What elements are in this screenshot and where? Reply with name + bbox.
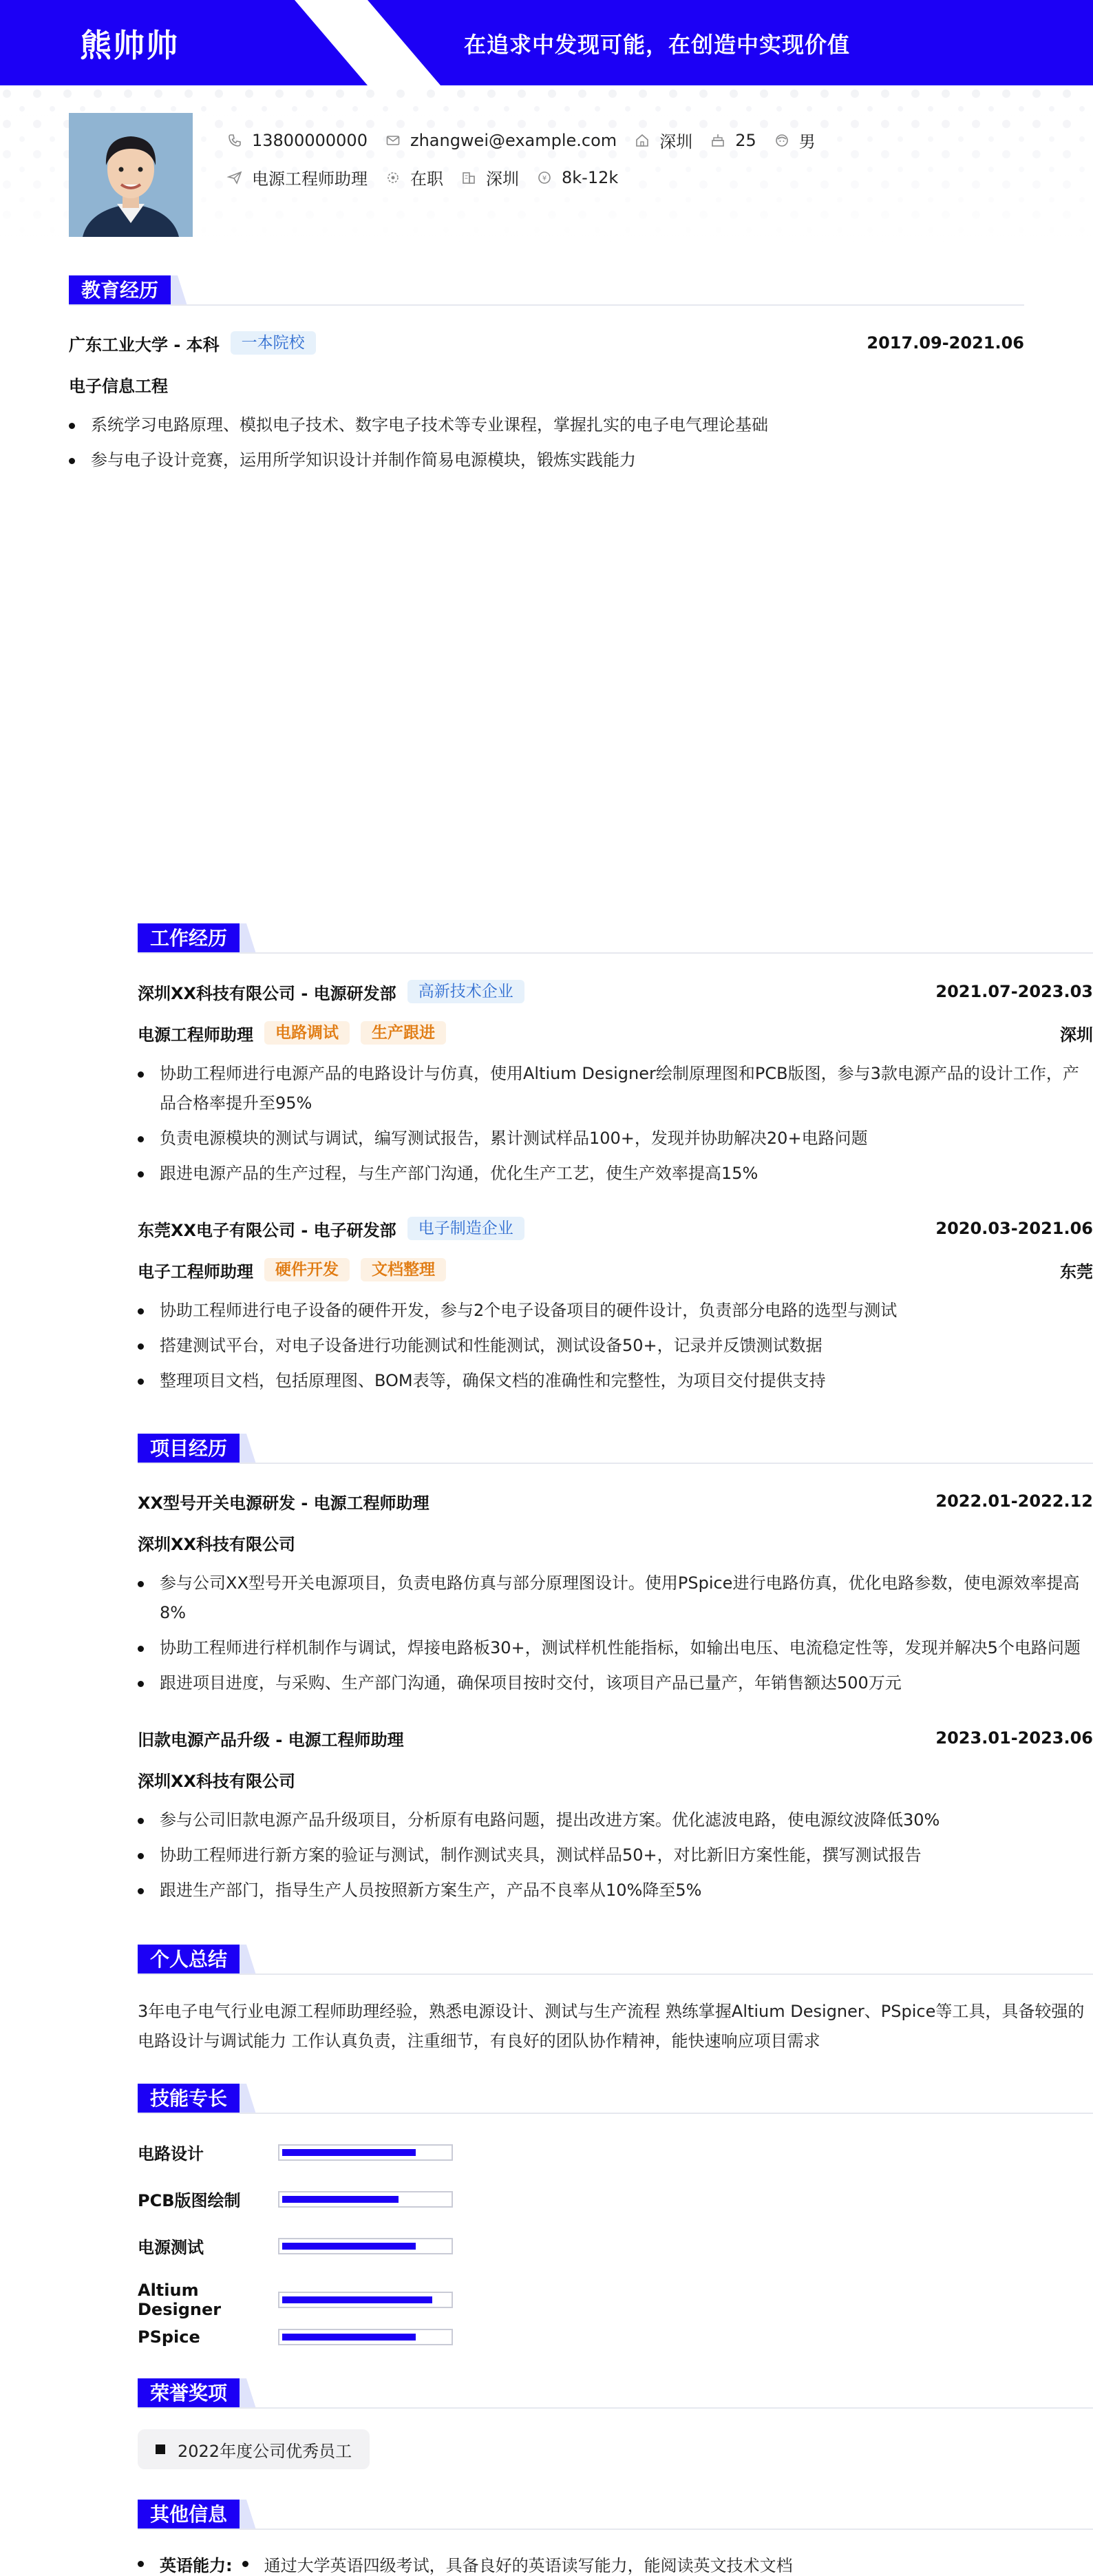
school-tag: 一本院校	[231, 331, 316, 355]
project-period: 2022.01-2022.12	[935, 1491, 1093, 1511]
major-name: 电子信息工程	[69, 376, 168, 396]
list-item: 参与公司旧款电源产品升级项目，分析原有电路问题，提出改进方案。优化滤波电路，使电源纹波降低30%	[138, 1805, 1093, 1835]
job-role: 电子工程师助理	[138, 1261, 253, 1281]
skill-level-bar	[278, 2292, 453, 2308]
gender-item	[774, 128, 816, 152]
section-summary-title: 个人总结	[138, 1945, 256, 1975]
list-item: 负责电源模块的测试与调试，编写测试报告，累计测试样品100+，发现并协助解决20+电路问题	[138, 1124, 1093, 1153]
skill-name: 电路设计	[138, 2144, 204, 2164]
skill-name: PCB版图绘制	[138, 2191, 241, 2210]
job-location: 东莞	[1060, 1261, 1093, 1281]
job-bullets	[138, 1296, 1093, 1401]
status-text: 在职	[410, 169, 443, 189]
header-motto: 在追求中发现可能，在创造中实现价值	[464, 32, 851, 58]
send-icon	[227, 170, 242, 185]
skill-name: 电源测试	[138, 2238, 204, 2257]
list-item: 跟进项目进度，与采购、生产部门沟通，确保项目按时交付，该项目产品已量产，年销售额达500万元	[138, 1668, 1093, 1698]
list-item: 搭建测试平台，对电子设备进行功能测试和性能测试，测试设备50+，记录并反馈测试数据	[138, 1331, 1093, 1361]
gender-text: 男	[798, 132, 816, 151]
salary-item	[537, 168, 618, 187]
list-item: 参与电子设计竞赛，运用所学知识设计并制作简易电源模块，锻炼实践能力	[69, 446, 1024, 475]
skill-tag: 生产跟进	[361, 1021, 446, 1045]
project-company-row	[138, 1530, 1093, 1555]
list-item: 整理项目文档，包括原理图、BOM表等，确保文档的准确性和完整性，为项目交付提供支持	[138, 1366, 1093, 1396]
skill-tag: 电路调试	[264, 1021, 350, 1045]
job-role: 电源工程师助理	[138, 1025, 253, 1045]
section-divider	[138, 952, 1093, 954]
education-header-row	[69, 331, 1024, 355]
skill-row	[138, 2281, 453, 2319]
list-item: 协助工程师进行新方案的验证与测试，制作测试夹具，测试样品50+，对比新旧方案性能，撰写测试报告	[138, 1841, 1093, 1870]
section-work-title: 工作经历	[138, 923, 256, 954]
skill-level-fill	[282, 2243, 416, 2250]
mail-icon	[385, 133, 401, 148]
cake-icon	[710, 133, 725, 148]
education-major-row	[69, 372, 1024, 397]
job-header-row	[138, 979, 1093, 1004]
job-period: 2021.07-2023.03	[935, 982, 1093, 1001]
section-divider	[138, 2528, 1093, 2530]
city-item	[635, 128, 692, 152]
project-company: 深圳XX科技有限公司	[138, 1534, 296, 1554]
list-item: 协助工程师进行样机制作与调试，焊接电路板30+，测试样机性能指标，如输出电压、电流稳定性等，发现并解决5个电路问题	[138, 1633, 1093, 1663]
building-icon	[461, 170, 476, 185]
list-item: 协助工程师进行电源产品的电路设计与仿真，使用Altium Designer绘制原理图和PCB版图，参与3款电源产品的设计工作，产品合格率提升至95%	[138, 1059, 1093, 1118]
job-period: 2020.03-2021.06	[935, 1219, 1093, 1238]
job-role-row	[138, 1020, 1093, 1045]
skill-tag: 硬件开发	[264, 1258, 350, 1281]
job-location: 深圳	[1060, 1025, 1093, 1045]
skill-level-bar	[278, 2238, 453, 2254]
email-item	[385, 131, 617, 150]
skill-level-fill	[282, 2296, 432, 2303]
job-company: 深圳XX科技有限公司 - 电源研发部	[138, 983, 396, 1003]
award-text: 2022年度公司优秀员工	[178, 2441, 352, 2461]
job-bullets	[138, 1059, 1093, 1194]
section-divider	[138, 2113, 1093, 2114]
phone-text: 13800000000	[252, 130, 368, 150]
status-icon	[385, 170, 401, 185]
project-company-row	[138, 1767, 1093, 1792]
email-text: zhangwei@example.com	[410, 130, 617, 150]
skill-level-fill	[282, 2334, 416, 2341]
skill-level-fill	[282, 2196, 399, 2203]
resume-header	[0, 0, 1093, 85]
education-bullets	[69, 410, 1093, 2575]
project-bullets	[138, 1569, 1093, 1704]
status-item	[385, 165, 443, 189]
target-city-item	[461, 165, 519, 189]
project-name: 旧款电源产品升级 - 电源工程师助理	[138, 1730, 404, 1750]
target-city-text: 深圳	[486, 169, 519, 189]
skill-row	[138, 2187, 453, 2211]
other-label: 英语能力:	[160, 2556, 233, 2575]
skill-level-bar	[278, 2329, 453, 2345]
list-item: 跟进生产部门，指导生产人员按照新方案生产，产品不良率从10%降至5%	[138, 1876, 1093, 1905]
position-text: 电源工程师助理	[252, 169, 368, 189]
skill-row	[138, 2234, 453, 2258]
skill-level-fill	[282, 2149, 416, 2156]
project-header-row	[138, 1489, 1093, 1514]
skill-name: Altium Designer	[138, 2281, 222, 2319]
list-item: 协助工程师进行电子设备的硬件开发，参与2个电子设备项目的硬件设计，负责部分电路的选型与测试	[138, 1296, 1093, 1326]
project-header-row	[138, 1726, 1093, 1750]
project-company: 深圳XX科技有限公司	[138, 1771, 296, 1791]
other-text: 通过大学英语四级考试，具备良好的英语读写能力，能阅读英文技术文档	[264, 2556, 793, 2575]
section-education-title: 教育经历	[69, 275, 187, 306]
section-projects-title: 项目经历	[138, 1434, 256, 1464]
section-skills-title: 技能专长	[138, 2084, 256, 2114]
section-divider	[138, 1973, 1093, 1975]
square-bullet-icon	[156, 2444, 165, 2454]
skill-row	[138, 2140, 453, 2164]
list-item: 参与公司XX型号开关电源项目，负责电路仿真与部分原理图设计。使用PSpice进行电路仿真，优化电路参数，使电源效率提高8%	[138, 1569, 1093, 1628]
home-icon	[635, 133, 650, 148]
list-item: 跟进电源产品的生产过程，与生产部门沟通，优化生产工艺，使生产效率提高15%	[138, 1159, 1093, 1188]
award-chip	[138, 2429, 370, 2469]
phone-icon	[227, 133, 242, 148]
city-text: 深圳	[659, 132, 693, 151]
money-icon	[537, 170, 552, 185]
section-divider	[138, 2407, 1093, 2409]
project-name: XX型号开关电源研发 - 电源工程师助理	[138, 1493, 429, 1513]
section-other-title: 其他信息	[138, 2500, 256, 2530]
bullet-dot	[242, 2561, 248, 2567]
section-divider	[69, 304, 1024, 306]
bullet-dot	[138, 2561, 144, 2567]
job-header-row	[138, 1216, 1093, 1241]
contact-row-2	[227, 165, 636, 189]
svg-text:¥: ¥	[542, 174, 547, 182]
section-divider	[138, 1463, 1093, 1464]
position-item	[227, 165, 368, 189]
summary-text: 3年电子电气行业电源工程师助理经验，熟悉电源设计、测试与生产流程 熟练掌握Altium Designer、PSpice等工具，具备较强的电路设计与调试能力 工作认真负责，注重细节，有良好的团队协作精神，能快速响应项目需求	[138, 2002, 1085, 2051]
section-awards-title: 荣誉奖项	[138, 2378, 256, 2409]
education-period: 2017.09-2021.06	[867, 333, 1024, 353]
project-period: 2023.01-2023.06	[935, 1728, 1093, 1748]
company-tag: 高新技术企业	[407, 980, 524, 1003]
job-role-row	[138, 1257, 1093, 1282]
skill-tag: 文档整理	[361, 1258, 446, 1281]
avatar	[69, 113, 193, 237]
skill-row	[138, 2327, 453, 2347]
project-bullets	[138, 1805, 1093, 1911]
other-info-row	[138, 2552, 793, 2576]
company-tag: 电子制造企业	[407, 1217, 524, 1240]
contact-row-1	[227, 128, 834, 152]
school-name: 广东工业大学 - 本科	[69, 335, 220, 355]
candidate-name: 熊帅帅	[80, 27, 179, 64]
list-item: 系统学习电路原理、模拟电子技术、数字电子技术等专业课程，掌握扎实的电子电气理论基础	[69, 410, 1024, 440]
skill-name: PSpice	[138, 2327, 200, 2347]
gender-icon	[774, 133, 789, 148]
skill-level-bar	[278, 2144, 453, 2161]
salary-text: 8k-12k	[562, 167, 619, 187]
job-company: 东莞XX电子有限公司 - 电子研发部	[138, 1220, 396, 1240]
skill-level-bar	[278, 2191, 453, 2208]
age-text: 25	[735, 130, 756, 150]
age-item	[710, 131, 756, 150]
phone-item	[227, 131, 368, 150]
